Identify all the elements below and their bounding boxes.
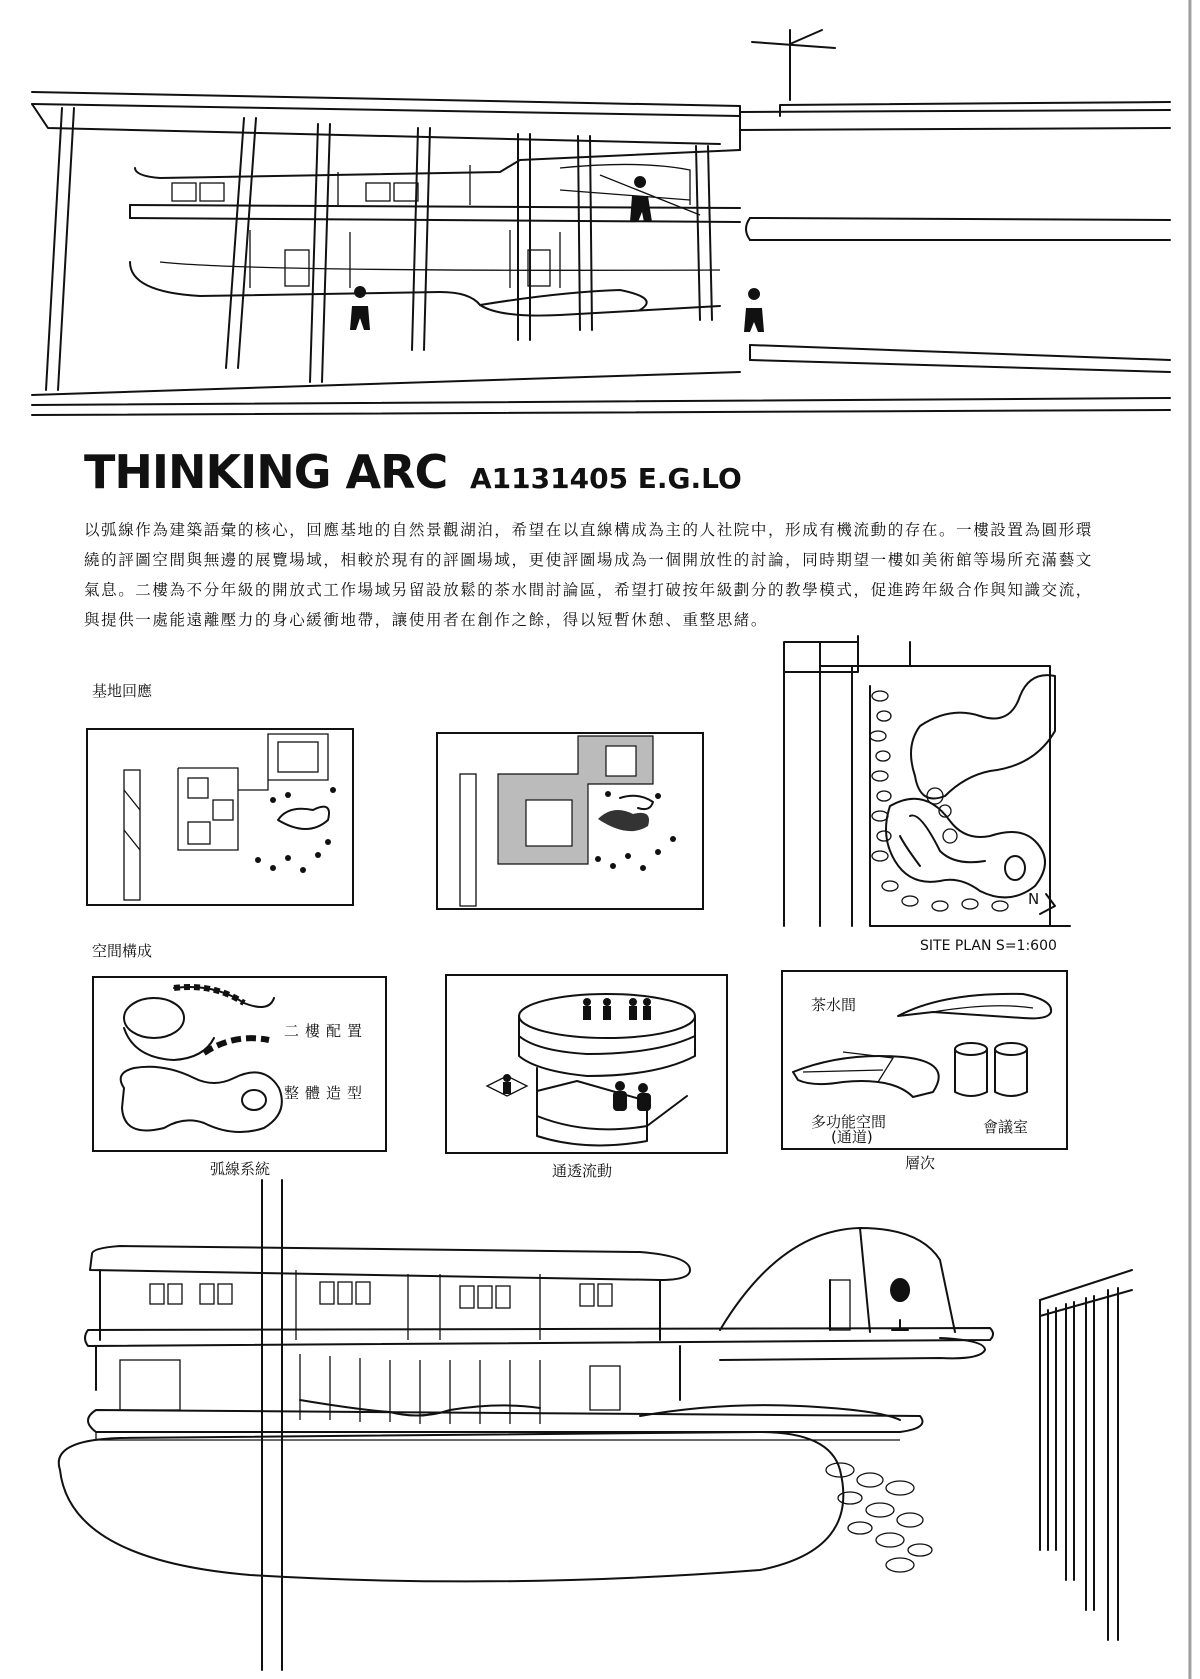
page-title: THINKING ARC [84,445,448,499]
site-response-drawing-2 [438,734,702,908]
section-label-site-response: 基地回應 [92,682,153,700]
arc-label-overall-form: 整體造型 [284,1084,369,1102]
layers-label-multi-space: 多功能空間 [811,1113,887,1131]
layers-drawing [783,972,1066,1148]
caption-flow: 通透流動 [552,1162,613,1180]
site-plan-drawing [780,636,1080,936]
caption-arc-system: 弧線系統 [210,1160,271,1178]
diagram-panel-flow [445,974,728,1154]
layers-label-tea-room: 茶水間 [811,996,857,1014]
student-id: A1131405 E.G.LO [470,462,742,495]
site-plan-label: SITE PLAN S=1:600 [920,938,1057,954]
project-description: 以弧線作為建築語彙的核心，回應基地的自然景觀湖泊，希望在以直線構成為主的人社院中，形成有機流動的存在。一樓設置為圓形環繞的評圖空間與無邊的展覽場域，相較於現有的評圖場域，更使評圖場成為一個開放性的討論，同時期望一樓如美術館等場所充滿藝文氣息。二樓為不分年級的開放式工作場域另留設放鬆的茶水間討論區，希望打破按年級劃分的教學模式，促進跨年級合作與知識交流，與提供一處能遠離壓力的身心緩衝地帶，讓使用者在創作之餘，得以短暫休憩、重整思緒。 [84,521,1093,629]
flow-drawing [447,976,726,1152]
diagram-panel-arc-system [92,976,387,1152]
bottom-perspective-sketch [0,1170,1200,1679]
layers-label-meeting-room: 會議室 [983,1118,1029,1136]
arc-label-second-floor: 二樓配置 [284,1022,369,1040]
site-response-drawing-1 [88,730,352,904]
layers-label-corridor: (通道) [831,1128,873,1146]
site-response-panel-existing [86,728,354,906]
site-response-panel-proposed [436,732,704,910]
top-perspective-sketch [0,0,1200,430]
section-label-spatial-composition: 空間構成 [92,942,153,960]
arc-system-drawing [94,978,385,1150]
diagram-panel-layers [781,970,1068,1150]
north-label: N [1028,890,1040,908]
caption-layers: 層次 [905,1154,936,1172]
